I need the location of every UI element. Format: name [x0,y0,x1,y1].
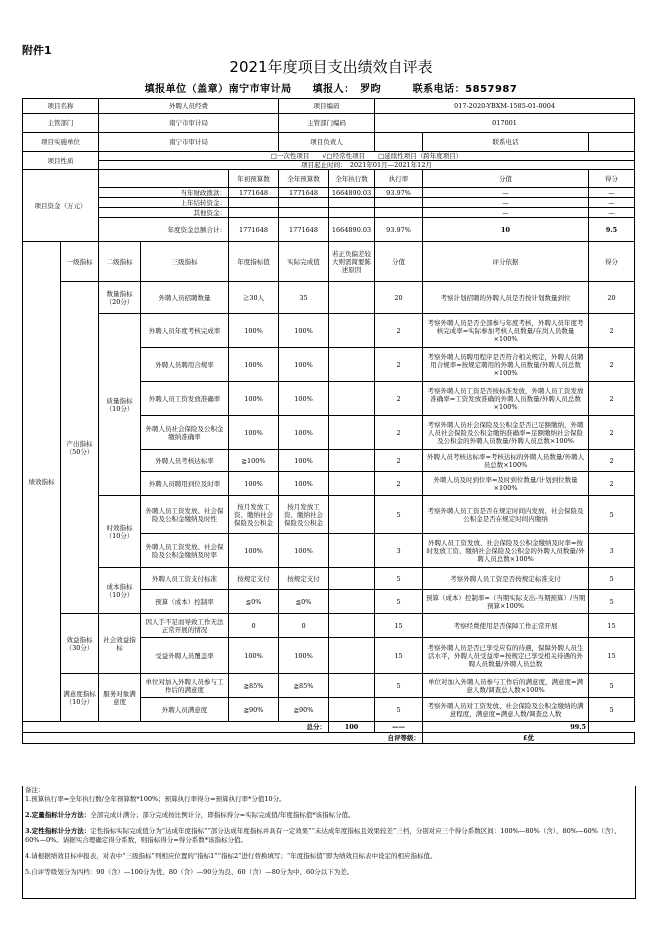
note-5: 5.自评等级划分为四档：90（含）—100分为优、80（含）—90分为良、60（含）—80分为中、60分以下为差。 [25,868,354,876]
note-4: 4.请根据绩效目标申报表，对表中“三级指标”列相应位置的“指标1”“指标2”进行替换填写；“年度指标值”即为绩效目标表中设定的相应指标值。 [25,852,437,860]
indicator-actual: ≦0% [279,590,329,614]
indicator-value: 15 [375,638,423,674]
l1-effect: 效益指标（30分） [61,614,99,674]
indicator-target: ≧90% [229,698,279,722]
attachment-label: 附件1 [22,44,52,57]
impl: 南宁市审计局 [99,133,279,152]
indicator-value: 15 [375,614,423,638]
perf-header: 三级指标 [141,242,229,282]
indicator-name: 外聘人员工资支付标准 [141,568,229,590]
funds-cell: — [589,188,635,198]
funds-row-label: 其他资金： [99,208,229,218]
indicator-name: 外聘人员考核达标率 [141,450,229,472]
funds-cell: 93.97% [375,188,423,198]
indicator-actual: 100% [279,450,329,472]
funds-header: 得分 [589,170,635,188]
indicator-target: 100% [229,382,279,416]
indicator-score: 5 [589,698,635,722]
indicator-value: 2 [375,472,423,496]
indicator-actual: 100% [279,382,329,416]
perf-header: 年度指标值 [229,242,279,282]
indicator-basis: 预算（成本）控制率=（当期实际支出-当期预算）/当期预算×100% [423,590,589,614]
indicator-actual: 100% [279,534,329,568]
indicator-reason [329,568,375,590]
funds-cell: 10 [423,218,589,242]
indicator-basis: 考察外聘人员工资是否在规定时间内发放、社会保险及公积金是否在规定时间内缴纳 [423,496,589,534]
indicator-value: 2 [375,416,423,450]
funds-cell [229,208,279,218]
total-score: 99.5 [423,722,589,733]
impl-label: 项目实施单位 [23,133,99,152]
indicator-value: 2 [375,450,423,472]
leader-label: 项目负责人 [279,133,375,152]
indicator-basis: 考察外聘人员社会保险及公积金是否已足额缴纳，外聘人员社会保险及公积金缴纳准确率=足额缴纳社会保险及公积金的外聘人员数量/外聘人员总数×100% [423,416,589,450]
funds-row-label: 当年财政拨款： [99,188,229,198]
funds-header: 年初预算数 [229,170,279,188]
indicator-reason [329,698,375,722]
grade-label: 自评等级： [23,733,423,744]
funds-label: 项目资金（万元） [23,170,99,242]
indicator-score: 2 [589,416,635,450]
funds-cell [375,208,423,218]
funds-header: 全年预算数 [279,170,329,188]
note-3-label: 3.定性指标计分方法： [25,827,91,835]
phone [589,133,635,152]
indicator-name: 因人手不足而导致工作无法正常开展的情况 [141,614,229,638]
total-value: 100 [329,722,375,733]
project-code-label: 项目编码 [279,99,375,114]
indicator-actual: 100% [279,314,329,348]
indicator-score: 5 [589,568,635,590]
indicator-basis: 考察外聘人员是否全部参与年度考核，外聘人员年度考核完成率=实际参加考核人员数量/在岗人员数量×100% [423,314,589,348]
indicator-score: 2 [589,472,635,496]
perf-header: 评分依据 [423,242,589,282]
funds-cell: 1771648 [229,188,279,198]
indicator-actual: ≧85% [279,674,329,698]
indicator-reason [329,590,375,614]
indicator-target: 100% [229,472,279,496]
indicator-basis: 考察外聘人员聘用程序是否符合相关规定，外聘人员聘用合规率=按规定聘用的外聘人员数量/外聘人员总数×100% [423,348,589,382]
indicator-actual: 35 [279,282,329,314]
funds-cell: 93.97% [375,218,423,242]
indicator-name: 外聘人员满意度 [141,698,229,722]
dept-label: 主管部门 [23,114,99,133]
indicator-score: 20 [589,282,635,314]
indicator-basis: 考察外聘人员对工资发放、社会保险及公积金缴纳的满意程度，满意度=满意人数/调查总人数 [423,698,589,722]
indicator-score: 2 [589,450,635,472]
indicator-value: 2 [375,348,423,382]
leader [375,133,423,152]
note-2-label: 2.定量指标计分方法： [25,811,91,819]
evaluation-table [22,98,635,744]
funds-cell: 1771648 [229,218,279,242]
indicator-name: 外聘人员社会保险及公积金缴纳准确率 [141,416,229,450]
indicator-score: 5 [589,674,635,698]
perf-section-label: 绩效指标 [23,242,61,722]
indicator-name: 受益外聘人员覆盖率 [141,638,229,674]
dept: 南宁市审计局 [99,114,279,133]
indicator-score: 15 [589,638,635,674]
indicator-basis: 考察外聘人员是否已享受应有的待遇，保障外聘人员生活水平，外聘人员受益率=按规定已享受相关待遇的外聘人员数量/外聘人员总数 [423,638,589,674]
indicator-reason [329,674,375,698]
funds-cell: — [589,208,635,218]
l1-output: 产出指标（50分） [61,282,99,614]
indicator-actual: 100% [279,416,329,450]
grade: £优 [423,733,635,744]
nature-options: □一次性项目 √□经常性项目 □延续性项目（跨年度项目） [99,152,635,161]
indicator-score: 15 [589,614,635,638]
nature-label: 项目性质 [23,152,99,170]
indicator-actual: 100% [279,472,329,496]
funds-header: 执行率 [375,170,423,188]
l2-cost: 成本指标（10分） [99,568,141,614]
indicator-reason [329,496,375,534]
note-3-text: 定性指标实际完成值分为“达成年度指标”“部分达成年度指标并具有一定效果”“未达成年度指标且效果较差”三档，分别对应三个得分系数区间：100%—80%（含）、80%—60%（含）、60%—0%。请据实合理确定得分系数，则指标得分=得分系数*该指标分值。 [25,827,621,844]
indicator-value: 5 [375,698,423,722]
indicator-basis: 考察外聘人员工资是否按规定标准支付 [423,568,589,590]
funds-header: 分值 [423,170,589,188]
funds-cell: — [423,188,589,198]
indicator-target: 按规定支付 [229,568,279,590]
total-label: 总分： [23,722,329,733]
funds-cell [279,208,329,218]
perf-header: 得分 [589,242,635,282]
indicator-actual: 按规定支付 [279,568,329,590]
funds-row-label: 上年结转资金： [99,198,229,208]
perf-header: 实际完成值 [279,242,329,282]
indicator-score: 2 [589,314,635,348]
dept-code: 017001 [375,114,635,133]
funds-row-label: 年度资金总额合计： [99,218,229,242]
funds-cell: 1771648 [279,218,329,242]
indicator-name: 单位对加入外聘人员参与工作后的满意度 [141,674,229,698]
indicator-reason [329,416,375,450]
indicator-basis: 单位对加入外聘人员参与工作后的满意度，满意度=满意人数/调查总人数×100% [423,674,589,698]
phone-label: 联系电话 [423,133,589,152]
funds-cell [329,198,375,208]
indicator-reason [329,534,375,568]
indicator-target: 0 [229,614,279,638]
indicator-name: 外聘人员招聘数量 [141,282,229,314]
project-code: 017-2020-YBXM-1585-01-0004 [375,99,635,114]
dept-code-label: 主管部门编码 [279,114,375,133]
funds-header: 全年执行数 [329,170,375,188]
indicator-reason [329,382,375,416]
indicator-target: 100% [229,534,279,568]
indicator-target: ≧30人 [229,282,279,314]
indicator-value: 20 [375,282,423,314]
perf-header: 二级指标 [99,242,141,282]
funds-cell: 1771648 [279,188,329,198]
indicator-name: 外聘人员工资发放、社会保险及公积金缴纳及时性 [141,496,229,534]
l2-social: 社会效益指标 [99,614,141,674]
indicator-basis: 外聘人员及时到位率=及时到位数量/计划到位数量×100% [423,472,589,496]
indicator-name: 外聘人员聘用到位及时率 [141,472,229,496]
indicator-value: 2 [375,382,423,416]
indicator-name: 外聘人员工资发放、社会保险及公积金缴纳及时率 [141,534,229,568]
indicator-reason [329,450,375,472]
l1-satisfaction: 满意度指标（10分） [61,674,99,722]
indicator-target: ≦0% [229,590,279,614]
funds-cell [229,198,279,208]
project-name-label: 项目名称 [23,99,99,114]
filing-info: 填报单位（盖章）南宁市审计局 填报人： 罗昀 联系电话：5857987 [144,84,518,95]
total-dash: —— [375,722,423,733]
funds-cell: 1664890.03 [329,218,375,242]
indicator-name: 外聘人员聘用合规率 [141,348,229,382]
funds-cell: — [423,198,589,208]
indicator-name: 外聘人员工资发放准确率 [141,382,229,416]
note-2 [23,811,635,820]
funds-cell: 1664890.03 [329,188,375,198]
indicator-score: 5 [589,496,635,534]
indicator-reason [329,472,375,496]
indicator-reason [329,614,375,638]
l2-service: 服务对象满意度 [99,674,141,722]
indicator-value: 5 [375,568,423,590]
project-name: 外聘人员经费 [99,99,279,114]
note-3 [23,827,635,845]
indicator-target: ≧85% [229,674,279,698]
perf-header: 分值 [375,242,423,282]
indicator-value: 2 [375,314,423,348]
indicator-reason [329,348,375,382]
indicator-name: 外聘人员年度考核完成率 [141,314,229,348]
indicator-target: 100% [229,348,279,382]
page-title: 2021年度项目支出绩效自评表 [229,58,433,76]
l2-quality: 质量指标（10分） [99,314,141,496]
project-period: 项目起止时间： 2021年01月—2021年12月 [99,161,635,170]
indicator-score: 3 [589,534,635,568]
indicator-actual: ≧90% [279,698,329,722]
note-2-text: 全部完成计满分；部分完成按比例计分，即指标得分=实际完成值/年度指标值*该指标分值。 [90,811,355,819]
indicator-basis: 考察经费使用是否保障工作正常开展 [423,614,589,638]
funds-cell [329,208,375,218]
indicator-target: ≧100% [229,450,279,472]
indicator-target: 按月发放工资、缴纳社会保险及公积金 [229,496,279,534]
indicator-name: 预算（成本）控制率 [141,590,229,614]
note-1: 1.预算执行率=全年执行数/全年预算数*100%；预算执行率得分=预算执行率*分值10分。 [25,795,286,803]
indicator-basis: 外聘人员考核达标率=考核达标的外聘人员数量/外聘人员总数×100% [423,450,589,472]
notes [22,786,636,899]
indicator-target: 100% [229,416,279,450]
indicator-target: 100% [229,638,279,674]
indicator-target: 100% [229,314,279,348]
indicator-value: 5 [375,674,423,698]
perf-header: 一级指标 [61,242,99,282]
indicator-actual: 0 [279,614,329,638]
indicator-basis: 外聘人员工资发放、社会保险及公积金缴纳及时率=按时发放工资、缴纳社会保险及公积金的外聘人员数量/外聘人员总数×100% [423,534,589,568]
l2-timeliness: 时效指标（10分） [99,496,141,568]
indicator-actual: 100% [279,638,329,674]
perf-header: 若正负偏差较大则需简要陈述原因 [329,242,375,282]
funds-cell [375,198,423,208]
indicator-actual: 100% [279,348,329,382]
funds-cell [279,198,329,208]
indicator-basis: 考察外聘人员工资是否按标准发放，外聘人员工资发放准确率=工资发放准确的外聘人员数量/外聘人员总数×100% [423,382,589,416]
indicator-basis: 考察计划招聘的外聘人员是否按计划数量到位 [423,282,589,314]
indicator-reason [329,282,375,314]
indicator-score: 5 [589,590,635,614]
indicator-actual: 按月发放工资、缴纳社会保险及公积金 [279,496,329,534]
indicator-reason [329,314,375,348]
funds-cell: 9.5 [589,218,635,242]
funds-cell: — [589,198,635,208]
indicator-value: 5 [375,496,423,534]
indicator-score: 2 [589,348,635,382]
indicator-value: 5 [375,590,423,614]
indicator-reason [329,638,375,674]
funds-cell: — [423,208,589,218]
l2-quantity: 数量指标（20分） [99,282,141,314]
indicator-score: 2 [589,382,635,416]
indicator-value: 3 [375,534,423,568]
notes-title: 备注： [25,786,45,794]
